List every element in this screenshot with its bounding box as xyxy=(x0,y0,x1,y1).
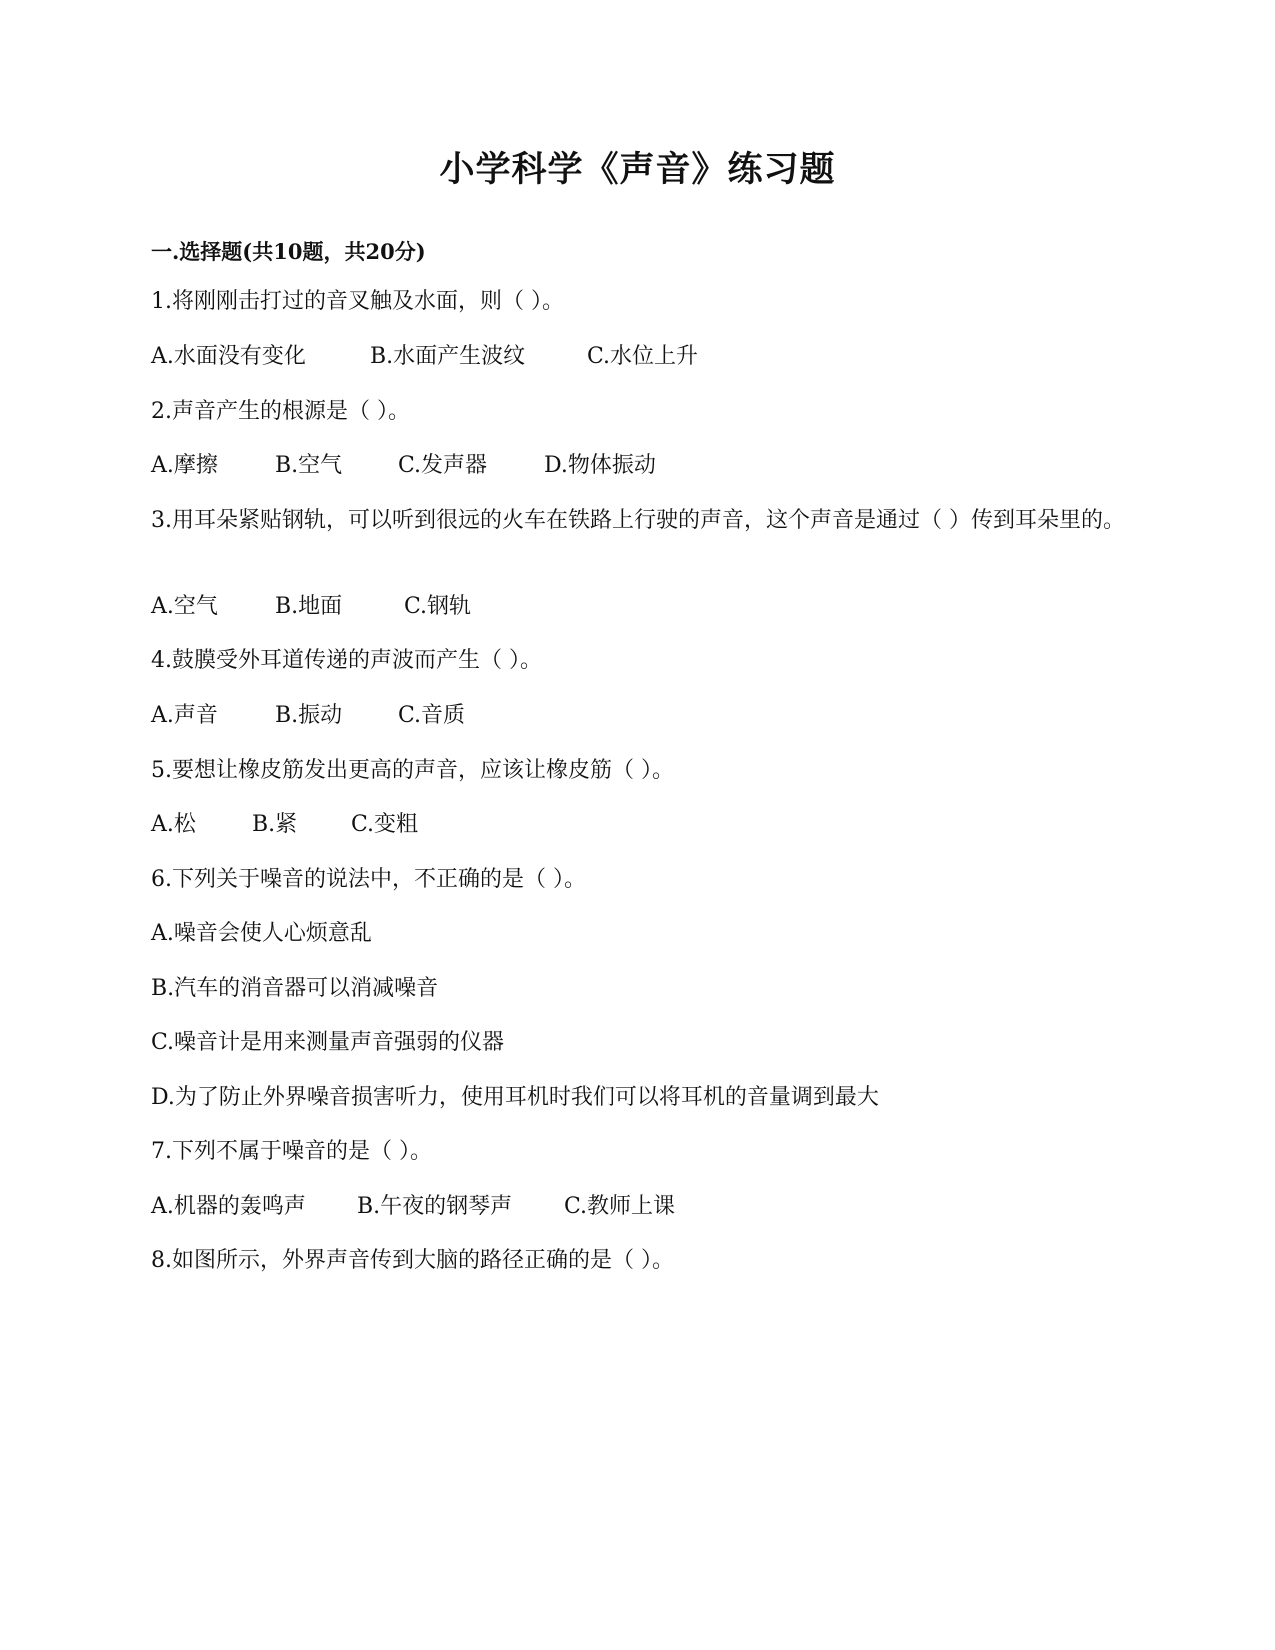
question-4-option-b: B.振动 xyxy=(275,703,343,728)
question-6-option-b: B.汽车的消音器可以消减噪音 xyxy=(151,976,439,1001)
question-5-option-c: C.变粗 xyxy=(351,812,419,837)
section-heading: 一.选择题(共10题，共20分) xyxy=(151,239,426,264)
question-6-stem: 6.下列关于噪音的说法中，不正确的是（ ）。 xyxy=(151,867,586,892)
question-3-option-a: A.空气 xyxy=(151,594,218,619)
question-4-options xyxy=(151,700,465,732)
question-7-option-c: C.教师上课 xyxy=(564,1194,676,1219)
question-8-stem: 8.如图所示，外界声音传到大脑的路径正确的是（ ）。 xyxy=(151,1248,674,1273)
question-1-option-c: C.水位上升 xyxy=(587,344,699,369)
page-title: 小学科学《声音》练习题 xyxy=(439,149,836,190)
question-7-option-a: A.机器的轰鸣声 xyxy=(151,1194,306,1219)
question-6-option-d: D.为了防止外界噪音损害听力，使用耳机时我们可以将耳机的音量调到最大 xyxy=(151,1085,879,1110)
question-5-option-b: B.紧 xyxy=(252,812,298,837)
question-3-option-c: C.钢轨 xyxy=(404,594,472,619)
question-5-options xyxy=(151,809,418,841)
question-1-option-a: A.水面没有变化 xyxy=(151,344,306,369)
question-2-option-a: A.摩擦 xyxy=(151,453,218,478)
question-1-option-b: B.水面产生波纹 xyxy=(370,344,526,369)
question-3-options xyxy=(151,591,471,623)
question-6-option-c: C.噪音计是用来测量声音强弱的仪器 xyxy=(151,1030,505,1055)
question-7-option-b: B.午夜的钢琴声 xyxy=(357,1194,513,1219)
question-4-option-c: C.音质 xyxy=(398,703,466,728)
question-6-option-a: A.噪音会使人心烦意乱 xyxy=(151,921,372,946)
question-1-stem: 1.将刚刚击打过的音叉触及水面，则（ ）。 xyxy=(151,289,564,314)
question-3-stem: 3.用耳朵紧贴钢轨，可以听到很远的火车在铁路上行驶的声音，这个声音是通过（ ）传到耳朵里的。 xyxy=(151,508,1125,533)
question-4-option-a: A.声音 xyxy=(151,703,218,728)
question-7-stem: 7.下列不属于噪音的是（ ）。 xyxy=(151,1139,432,1164)
question-3-option-b: B.地面 xyxy=(275,594,343,619)
question-2-option-d: D.物体振动 xyxy=(544,453,656,478)
question-5-stem: 5.要想让橡皮筋发出更高的声音，应该让橡皮筋（ ）。 xyxy=(151,758,674,783)
question-2-stem: 2.声音产生的根源是（ ）。 xyxy=(151,399,410,424)
question-5-option-a: A.松 xyxy=(151,812,196,837)
question-4-stem: 4.鼓膜受外耳道传递的声波而产生（ ）。 xyxy=(151,648,542,673)
question-2-option-c: C.发声器 xyxy=(398,453,488,478)
question-2-options xyxy=(151,450,656,482)
question-7-options xyxy=(151,1191,675,1223)
question-1-options xyxy=(151,341,698,373)
question-2-option-b: B.空气 xyxy=(275,453,343,478)
